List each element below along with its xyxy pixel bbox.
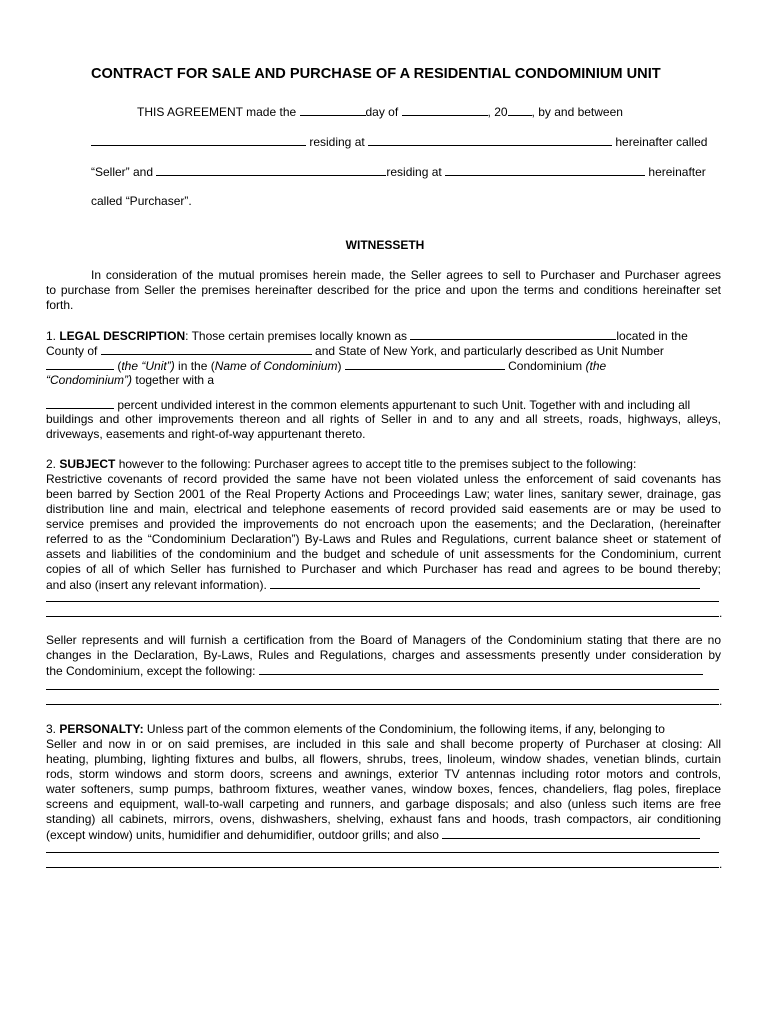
intro-agreement-text: THIS AGREEMENT made the (137, 105, 300, 119)
seller-address-blank[interactable] (368, 134, 612, 146)
section-3-last-line (46, 827, 700, 843)
section-2-line-1 (46, 457, 636, 472)
section-2-body-line: been barred by Section 2001 of the Real Property Actions and Proceedings Law; water lines, sanitary sewer, drainage, gas (46, 487, 721, 501)
section-2-body-line: service premises and provided the improvements do not encroach upon the easements; and the Declaration, (hereinafter (46, 517, 721, 531)
residing-at-text: residing at (306, 135, 369, 149)
intro-day-of-text: day of (365, 105, 402, 119)
section-2-body-line: distribution line and main, electrical and telephone easements of record provided said easements are or may be used to (46, 502, 721, 516)
except-following-text: the Condominium, except the following: (46, 664, 259, 678)
the-condominium-text: “Condominium”) (46, 373, 133, 387)
purchaser-name-blank[interactable] (156, 164, 386, 176)
seller-rep-line-1: Seller represents and will furnish a certification from the Board of Managers of the Condominium stating that there are no (46, 633, 721, 647)
section-3-body-line: heating, plumbing, lighting fixtures and bulbs, all flowers, shrubs, trees, linoleum, window shades, venetian blinds, curtain (46, 752, 721, 766)
section-1-line-1 (46, 328, 688, 344)
section-3-number: 3. (46, 722, 60, 736)
purchaser-hereinafter-text: hereinafter (645, 165, 706, 179)
the-unit-text: the “Unit”) (121, 359, 175, 373)
relevant-info-line-2[interactable] (46, 601, 719, 602)
exceptions-line-3[interactable] (46, 704, 719, 705)
intro-line-2 (91, 134, 707, 150)
section-3-body-line: standing) all cabinets, mirrors, ovens, dishwashers, shelving, exhaust fans and hoods, trash compactors, air conditioning (46, 812, 721, 826)
section-3-and-also-text: (except window) units, humidifier and dehumidifier, outdoor grills; and also (46, 828, 443, 842)
section-2-last-line (46, 577, 700, 593)
premises-address-blank[interactable] (410, 328, 616, 340)
section-2-body-line: Restrictive covenants of record provided the same have not been violated unless the enforcement of said covenants has (46, 472, 721, 486)
section-1-line-5 (46, 397, 690, 413)
intro-line-4: called “Purchaser”. (91, 194, 192, 208)
percent-interest-text: percent undivided interest in the common elements appurtenant to such Unit. Together with and including all (114, 398, 691, 412)
county-of-text: County of (46, 344, 101, 358)
seller-and-text: “Seller” and (91, 165, 157, 179)
section-3-intro-text: Unless part of the common elements of the Condominium, the following items, if any, belonging to (143, 722, 665, 736)
exceptions-line-2[interactable] (46, 689, 719, 690)
section-2-body-line: copies of all of which Seller has furnished to Purchaser and which Purchaser has read and agrees to be bound thereby; (46, 562, 721, 576)
personalty-blank[interactable] (442, 827, 700, 839)
section-1-line-3 (46, 358, 606, 374)
document-title: CONTRACT FOR SALE AND PURCHASE OF A RESIDENTIAL CONDOMINIUM UNIT (91, 66, 661, 82)
section-1-line-4 (46, 373, 214, 388)
condominium-text: Condominium (504, 359, 586, 373)
relevant-info-blank[interactable] (270, 577, 700, 589)
section-1-line-6: buildings and other improvements thereon and all rights of Seller in and to any and all streets, roads, highways, alleys, (46, 412, 721, 426)
witnesseth-heading: WITNESSETH (345, 238, 425, 252)
intro-line-3 (91, 164, 706, 180)
purchaser-residing-at-text: residing at (386, 165, 446, 179)
together-with-text: together with a (132, 373, 215, 387)
consideration-line-1: In consideration of the mutual promises herein made, the Seller agrees to sell to Purchaser and Purchaser agrees (91, 268, 721, 282)
section-2-end-period: . (719, 606, 723, 620)
section-3-body-line: Seller and now in or on said premises, are included in this sale and shall become property of Purchaser at closing: All (46, 737, 721, 751)
consideration-line-2: to purchase from Seller the premises hereinafter described for the price and upon the terms and conditions hereinafter set (46, 283, 721, 297)
section-2-body-line: assets and liabilities of the condominium and the budget and schedule of unit assessments for the Condominium, current (46, 547, 721, 561)
name-of-condominium-text: Name of Condominium (214, 359, 338, 373)
relevant-info-line-3[interactable] (46, 616, 719, 617)
section-1-known-as-text: : Those certain premises locally known as (185, 329, 411, 343)
seller-rep-line-3 (46, 663, 703, 679)
percent-interest-blank[interactable] (46, 397, 114, 409)
county-blank[interactable] (101, 343, 312, 355)
section-3-body-line: screens and equipment, wall-to-wall carpeting and runners, and garbage disposals; and also (unless such items are free (46, 797, 721, 811)
the-text: (the (585, 359, 607, 373)
seller-rep-end-period: . (719, 694, 723, 708)
exceptions-blank[interactable] (259, 663, 703, 675)
section-2-and-also-text: and also (insert any relevant information). (46, 578, 271, 592)
section-2-heading: SUBJECT (59, 457, 116, 471)
unit-number-blank[interactable] (46, 358, 114, 370)
personalty-line-3[interactable] (46, 867, 719, 868)
personalty-line-2[interactable] (46, 852, 719, 853)
section-1-line-7: driveways, easements and right-of-way appurtenant thereto. (46, 427, 366, 441)
paren-close: ) (337, 359, 345, 373)
seller-rep-line-2: changes in the Declaration, By-Laws, Rules and Regulations, charges and assessments presently under consideration by (46, 648, 721, 662)
purchaser-address-blank[interactable] (445, 164, 645, 176)
intro-by-and-between: , by and between (531, 105, 623, 119)
intro-year-prefix: , 20 (487, 105, 508, 119)
state-of-ny-text: and State of New York, and particularly described as Unit Number (311, 344, 664, 358)
section-3-heading: PERSONALTY: (59, 722, 144, 736)
section-1-heading: LEGAL DESCRIPTION (59, 329, 186, 343)
seller-name-blank[interactable] (91, 134, 306, 146)
condominium-name-blank[interactable] (345, 358, 505, 370)
section-3-body-line: water softeners, sump pumps, bathroom fixtures, weather vanes, window boxes, fences, chandeliers, flag poles, fireplace (46, 782, 721, 796)
paren-open: ( (114, 359, 122, 373)
section-1-line-2 (46, 343, 664, 359)
agreement-day-blank[interactable] (300, 104, 366, 116)
section-2-body-line: referred to as the “Condominium Declaration”) By-Laws and Rules and Regulations, current balance sheet or statement of (46, 532, 721, 546)
section-3-body-line: rods, storm windows and storm doors, screens and awnings, exterior TV antennas including rotor motors and controls, (46, 767, 721, 781)
located-in-text: located in the (616, 329, 688, 343)
section-1-number: 1. (46, 329, 60, 343)
in-the-text: in the ( (174, 359, 215, 373)
intro-line-1 (137, 104, 623, 120)
agreement-month-blank[interactable] (402, 104, 488, 116)
section-3-line-1 (46, 722, 665, 737)
consideration-line-3: forth. (46, 298, 74, 312)
hereinafter-called-text: hereinafter called (612, 135, 708, 149)
section-2-number: 2. (46, 457, 60, 471)
section-3-end-period: . (719, 857, 723, 871)
section-2-intro-text: however to the following: Purchaser agrees to accept title to the premises subject to the following: (115, 457, 637, 471)
agreement-year-blank[interactable] (508, 104, 532, 116)
